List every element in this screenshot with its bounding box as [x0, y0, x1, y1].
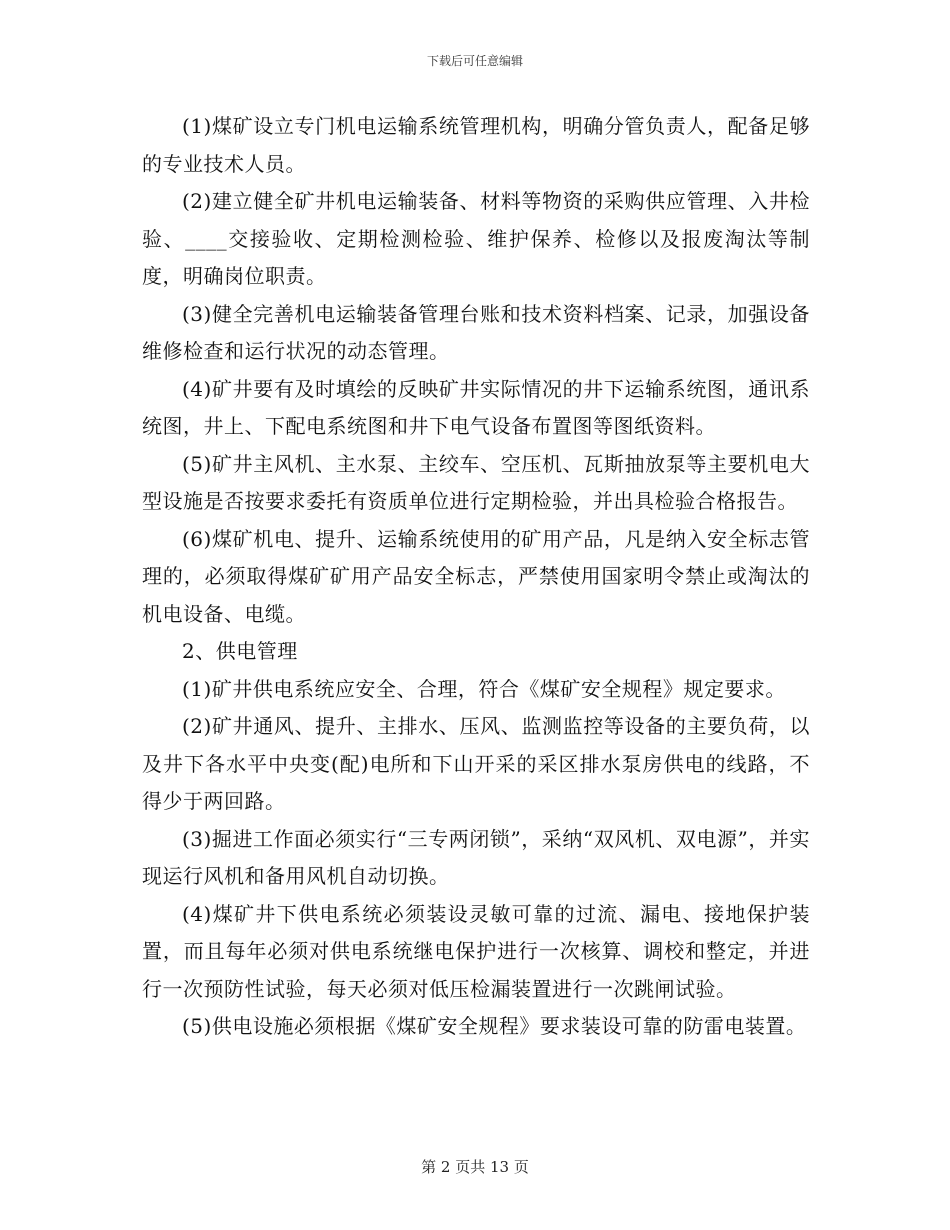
paragraph-3: (3)健全完善机电运输装备管理台账和技术资料档案、记录，加强设备维修检查和运行状况的动态管理。 — [142, 301, 810, 363]
section-heading-power-supply: 2、供电管理 — [182, 639, 298, 663]
paragraph-4: (4)矿井要有及时填绘的反映矿井实际情况的井下运输系统图，通讯系统图，井上、下配电系统图和井下电气设备布置图等图纸资料。 — [142, 376, 810, 438]
paragraph-7: (1)矿井供电系统应安全、合理，符合《煤矿安全规程》规定要求。 — [182, 676, 786, 701]
paragraph-11: (5)供电设施必须根据《煤矿安全规程》要求装设可靠的防雷电装置。 — [182, 1014, 807, 1038]
paragraph-2: (2)建立健全矿井机电运输装备、材料等物资的采购供应管理、入井检验、____交接验收、定期检测检验、维护保养、检修以及报废淘汰等制度，明确岗位职责。 — [142, 189, 810, 288]
paragraph-9: (3)掘进工作面必须实行“三专两闭锁”，采纳“双风机、双电源”，并实现运行风机和备用风机自动切换。 — [142, 826, 810, 888]
document-body — [142, 108, 810, 1046]
paragraph-10: (4)煤矿井下供电系统必须装设灵敏可靠的过流、漏电、接地保护装置，而且每年必须对供电系统继电保护进行一次核算、调校和整定，并进行一次预防性试验，每天必须对低压检漏装置进行一次跳闸试验。 — [142, 901, 810, 1001]
paragraph-8: (2)矿井通风、提升、主排水、压风、监测监控等设备的主要负荷，以及井下各水平中央变(配)电所和下山开采的采区排水泵房供电的线路，不得少于两回路。 — [142, 714, 810, 813]
paragraph-1: (1)煤矿设立专门机电运输系统管理机构，明确分管负责人，配备足够的专业技术人员。 — [142, 114, 810, 176]
page-header: 下载后可任意编辑 — [426, 54, 523, 68]
page-footer: 第 2 页共 13 页 — [421, 1158, 529, 1176]
paragraph-5: (5)矿井主风机、主水泵、主绞车、空压机、瓦斯抽放泵等主要机电大型设施是否按要求委托有资质单位进行定期检验，并出具检验合格报告。 — [142, 451, 810, 513]
paragraph-6: (6)煤矿机电、提升、运输系统使用的矿用产品，凡是纳入安全标志管理的，必须取得煤矿矿用产品安全标志，严禁使用国家明令禁止或淘汰的机电设备、电缆。 — [142, 526, 810, 626]
